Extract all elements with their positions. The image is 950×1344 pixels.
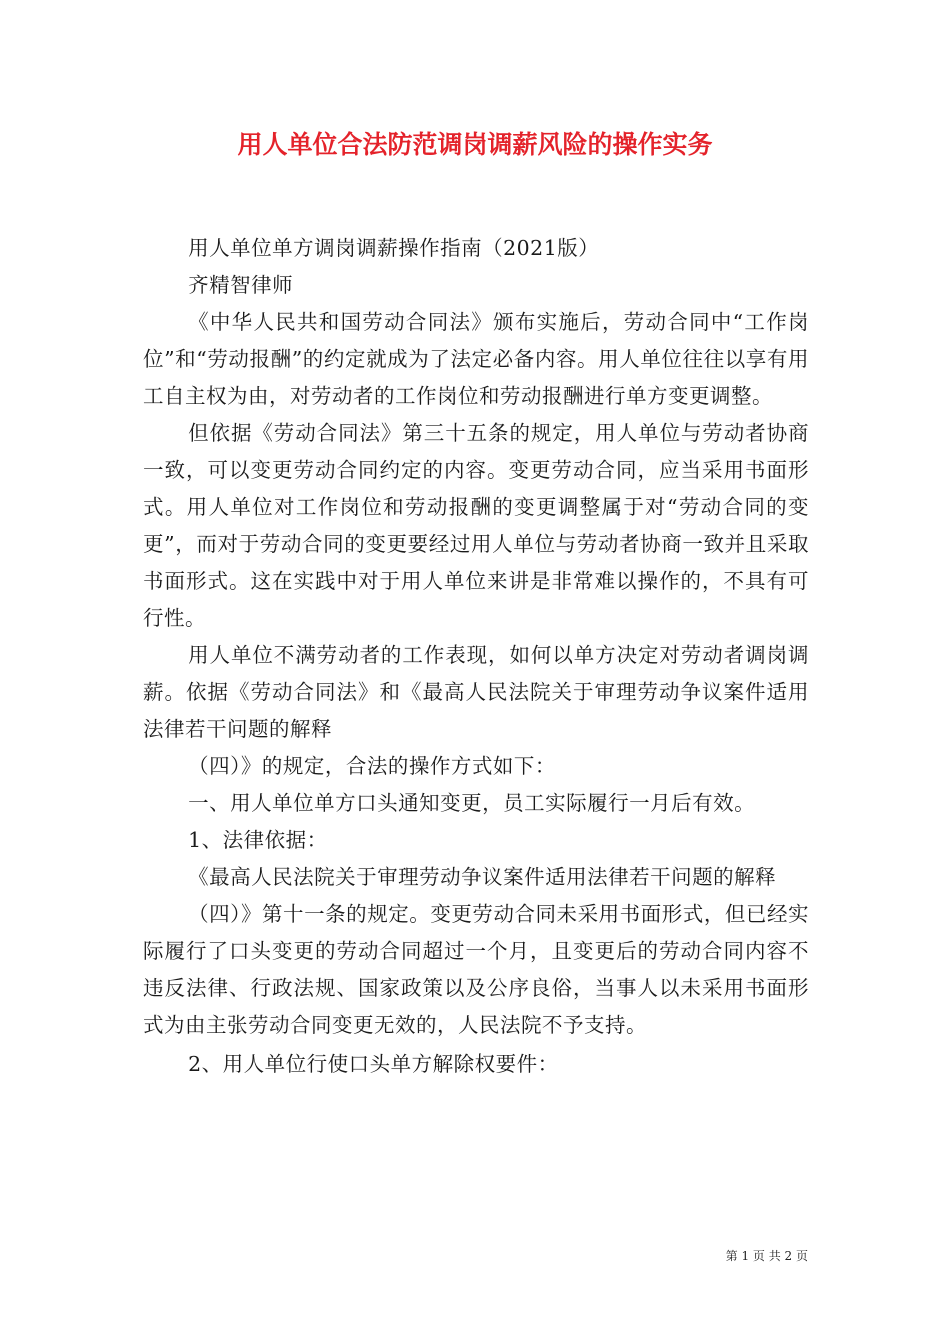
paragraph: 用人单位不满劳动者的工作表现，如何以单方决定对劳动者调岗调薪。依据《劳动合同法》和《最高人民法院关于审理劳动争议案件适用法律若干问题的解释 xyxy=(143,643,809,741)
subsection-heading: 1、法律依据： xyxy=(188,828,328,852)
paragraph: 《最高人民法院关于审理劳动争议案件适用法律若干问题的解释 xyxy=(188,865,777,889)
document-title: 用人单位合法防范调岗调薪风险的操作实务 xyxy=(237,130,713,159)
subtitle: 用人单位单方调岗调薪操作指南（2021版） xyxy=(188,236,600,260)
section-heading: 一、用人单位单方口头通知变更，员工实际履行一月后有效。 xyxy=(188,791,756,815)
paragraph: 但依据《劳动合同法》第三十五条的规定，用人单位与劳动者协商一致，可以变更劳动合同约定的内容。变更劳动合同，应当采用书面形式。用人单位对工作岗位和劳动报酬的变更调整属于对“劳动合同的变更”，而对于劳动合同的变更要经过用人单位与劳动者协商一致并且采取书面形式。这在实践中对于用人单位来讲是非常难以操作的，不具有可行性。 xyxy=(143,421,809,630)
author: 齐精智律师 xyxy=(188,273,294,297)
subsection-heading: 2、用人单位行使口头单方解除权要件： xyxy=(188,1052,559,1076)
paragraph: 《中华人民共和国劳动合同法》颁布实施后，劳动合同中“工作岗位”和“劳动报酬”的约定就成为了法定必备内容。用人单位往往以享有用工自主权为由，对劳动者的工作岗位和劳动报酬进行单方变更调整。 xyxy=(143,310,809,408)
page-number: 第 1 页 共 2 页 xyxy=(725,1249,808,1263)
document-body xyxy=(143,230,809,1083)
paragraph: （四）》第十一条的规定。变更劳动合同未采用书面形式，但已经实际履行了口头变更的劳动合同超过一个月，且变更后的劳动合同内容不违反法律、行政法规、国家政策以及公序良俗，当事人以未采用书面形式为由主张劳动合同变更无效的，人民法院不予支持。 xyxy=(143,902,809,1037)
paragraph: （四）》的规定，合法的操作方式如下： xyxy=(188,754,556,778)
